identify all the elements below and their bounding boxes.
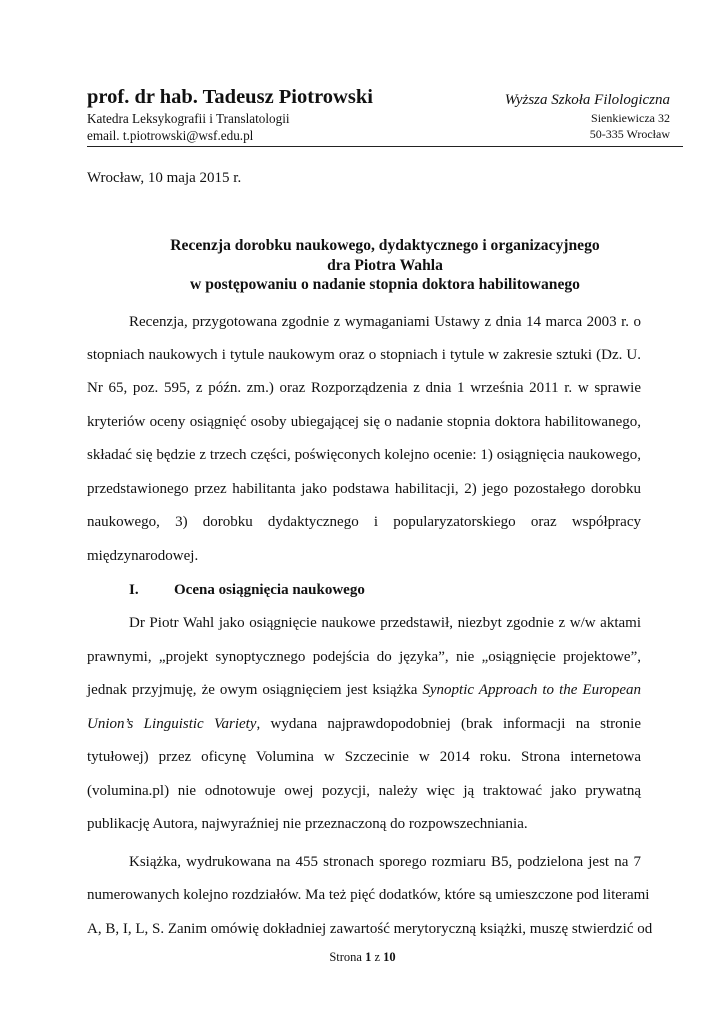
paragraph-line bbox=[87, 715, 641, 733]
author-email: email. t.piotrowski@wsf.edu.pl bbox=[87, 128, 254, 143]
title-line: w postępowaniu o nadanie stopnia doktora habilitowanego bbox=[190, 276, 580, 293]
footer-prefix: Strona bbox=[329, 950, 366, 964]
section-number: I. bbox=[129, 582, 139, 598]
paragraph-line: publikację Autora, najwyraźniej nie przeznaczoną do rozpowszechniania. bbox=[87, 816, 528, 832]
total-page-count: 10 bbox=[383, 950, 396, 964]
title-line: Recenzja dorobku naukowego, dydaktycznego i organizacyjnego bbox=[170, 237, 600, 254]
paragraph-line: numerowanych kolejno rozdziałów. Ma też pięć dodatków, które są umieszczone pod literami bbox=[87, 887, 650, 903]
paragraph-line: Książka, wydrukowana na 455 stronach sporego rozmiaru B5, podzielona jest na 7 bbox=[129, 854, 641, 870]
institution-name: Wyższa Szkoła Filologiczna bbox=[504, 92, 670, 108]
author-department: Katedra Leksykografii i Translatologii bbox=[87, 111, 290, 126]
section-title: Ocena osiągnięcia naukowego bbox=[174, 582, 365, 598]
author-block bbox=[87, 84, 373, 144]
institution-block bbox=[505, 90, 670, 142]
book-title-part: Synoptic Approach to the European bbox=[422, 682, 642, 698]
paragraph-line: składać się będzie z trzech części, poświęconych kolejno ocenie: 1) osiągnięcia naukowego, bbox=[87, 447, 641, 463]
paragraph-line: tytułowej) przez oficynę Volumina w Szczecinie w 2014 roku. Strona internetowa bbox=[87, 749, 641, 765]
header-divider bbox=[87, 146, 683, 147]
text-run: jednak przyjmuję, że owym osiągnięciem jest książka bbox=[87, 682, 423, 698]
institution-street: Sienkiewicza 32 bbox=[591, 111, 670, 125]
paragraph-line: międzynarodowej. bbox=[87, 548, 199, 564]
paragraph-line: kryteriów oceny osiągnięć osoby ubiegającej się o nadanie stopnia doktora habilitowanego, bbox=[87, 414, 641, 430]
paragraph-line: A, B, I, L, S. Zanim omówię dokładniej zawartość merytoryczną książki, muszę stwierdzić od bbox=[87, 921, 653, 937]
paragraph-line: Dr Piotr Wahl jako osiągnięcie naukowe przedstawił, niezbyt zgodnie z w/w aktami bbox=[129, 615, 641, 631]
paragraph-line: prawnymi, „projekt synoptycznego podejścia do języka”, nie „osiągnięcie projektowe”, bbox=[87, 649, 641, 665]
paragraph-line: Recenzja, przygotowana zgodnie z wymaganiami Ustawy z dnia 14 marca 2003 r. o bbox=[129, 314, 641, 330]
text-run: , wydana najprawdopodobniej (brak informacji na stronie bbox=[256, 716, 641, 732]
title-line: dra Piotra Wahla bbox=[327, 256, 443, 274]
book-title-part: Union’s Linguistic Variety bbox=[87, 716, 257, 732]
paragraph-line: naukowego, 3) dorobku dydaktycznego i popularyzatorskiego oraz współpracy bbox=[87, 514, 641, 530]
paragraph-line bbox=[87, 681, 641, 699]
paragraph-line: stopniach naukowych i tytule naukowym oraz o stopniach i tytule w zakresie sztuki (Dz. U. bbox=[87, 347, 641, 363]
page-footer bbox=[0, 950, 725, 965]
current-page-number: 1 bbox=[365, 950, 372, 964]
document-title bbox=[87, 236, 683, 295]
author-name: prof. dr hab. Tadeusz Piotrowski bbox=[87, 86, 373, 108]
footer-separator: z bbox=[371, 950, 384, 964]
paragraph-line: (volumina.pl) nie odnotowuje owej pozycji, należy więc ją traktować jako prywatną bbox=[87, 783, 641, 799]
paragraph-line: Nr 65, poz. 595, z późn. zm.) oraz Rozporządzenia z dnia 1 września 2011 r. w sprawie bbox=[87, 380, 641, 396]
dateline: Wrocław, 10 maja 2015 r. bbox=[87, 170, 242, 186]
paragraph-line: przedstawionego przez habilitanta jako podstawa habilitacji, 2) jego pozostałego dorobku bbox=[87, 481, 641, 497]
institution-city: 50-335 Wrocław bbox=[589, 127, 670, 141]
